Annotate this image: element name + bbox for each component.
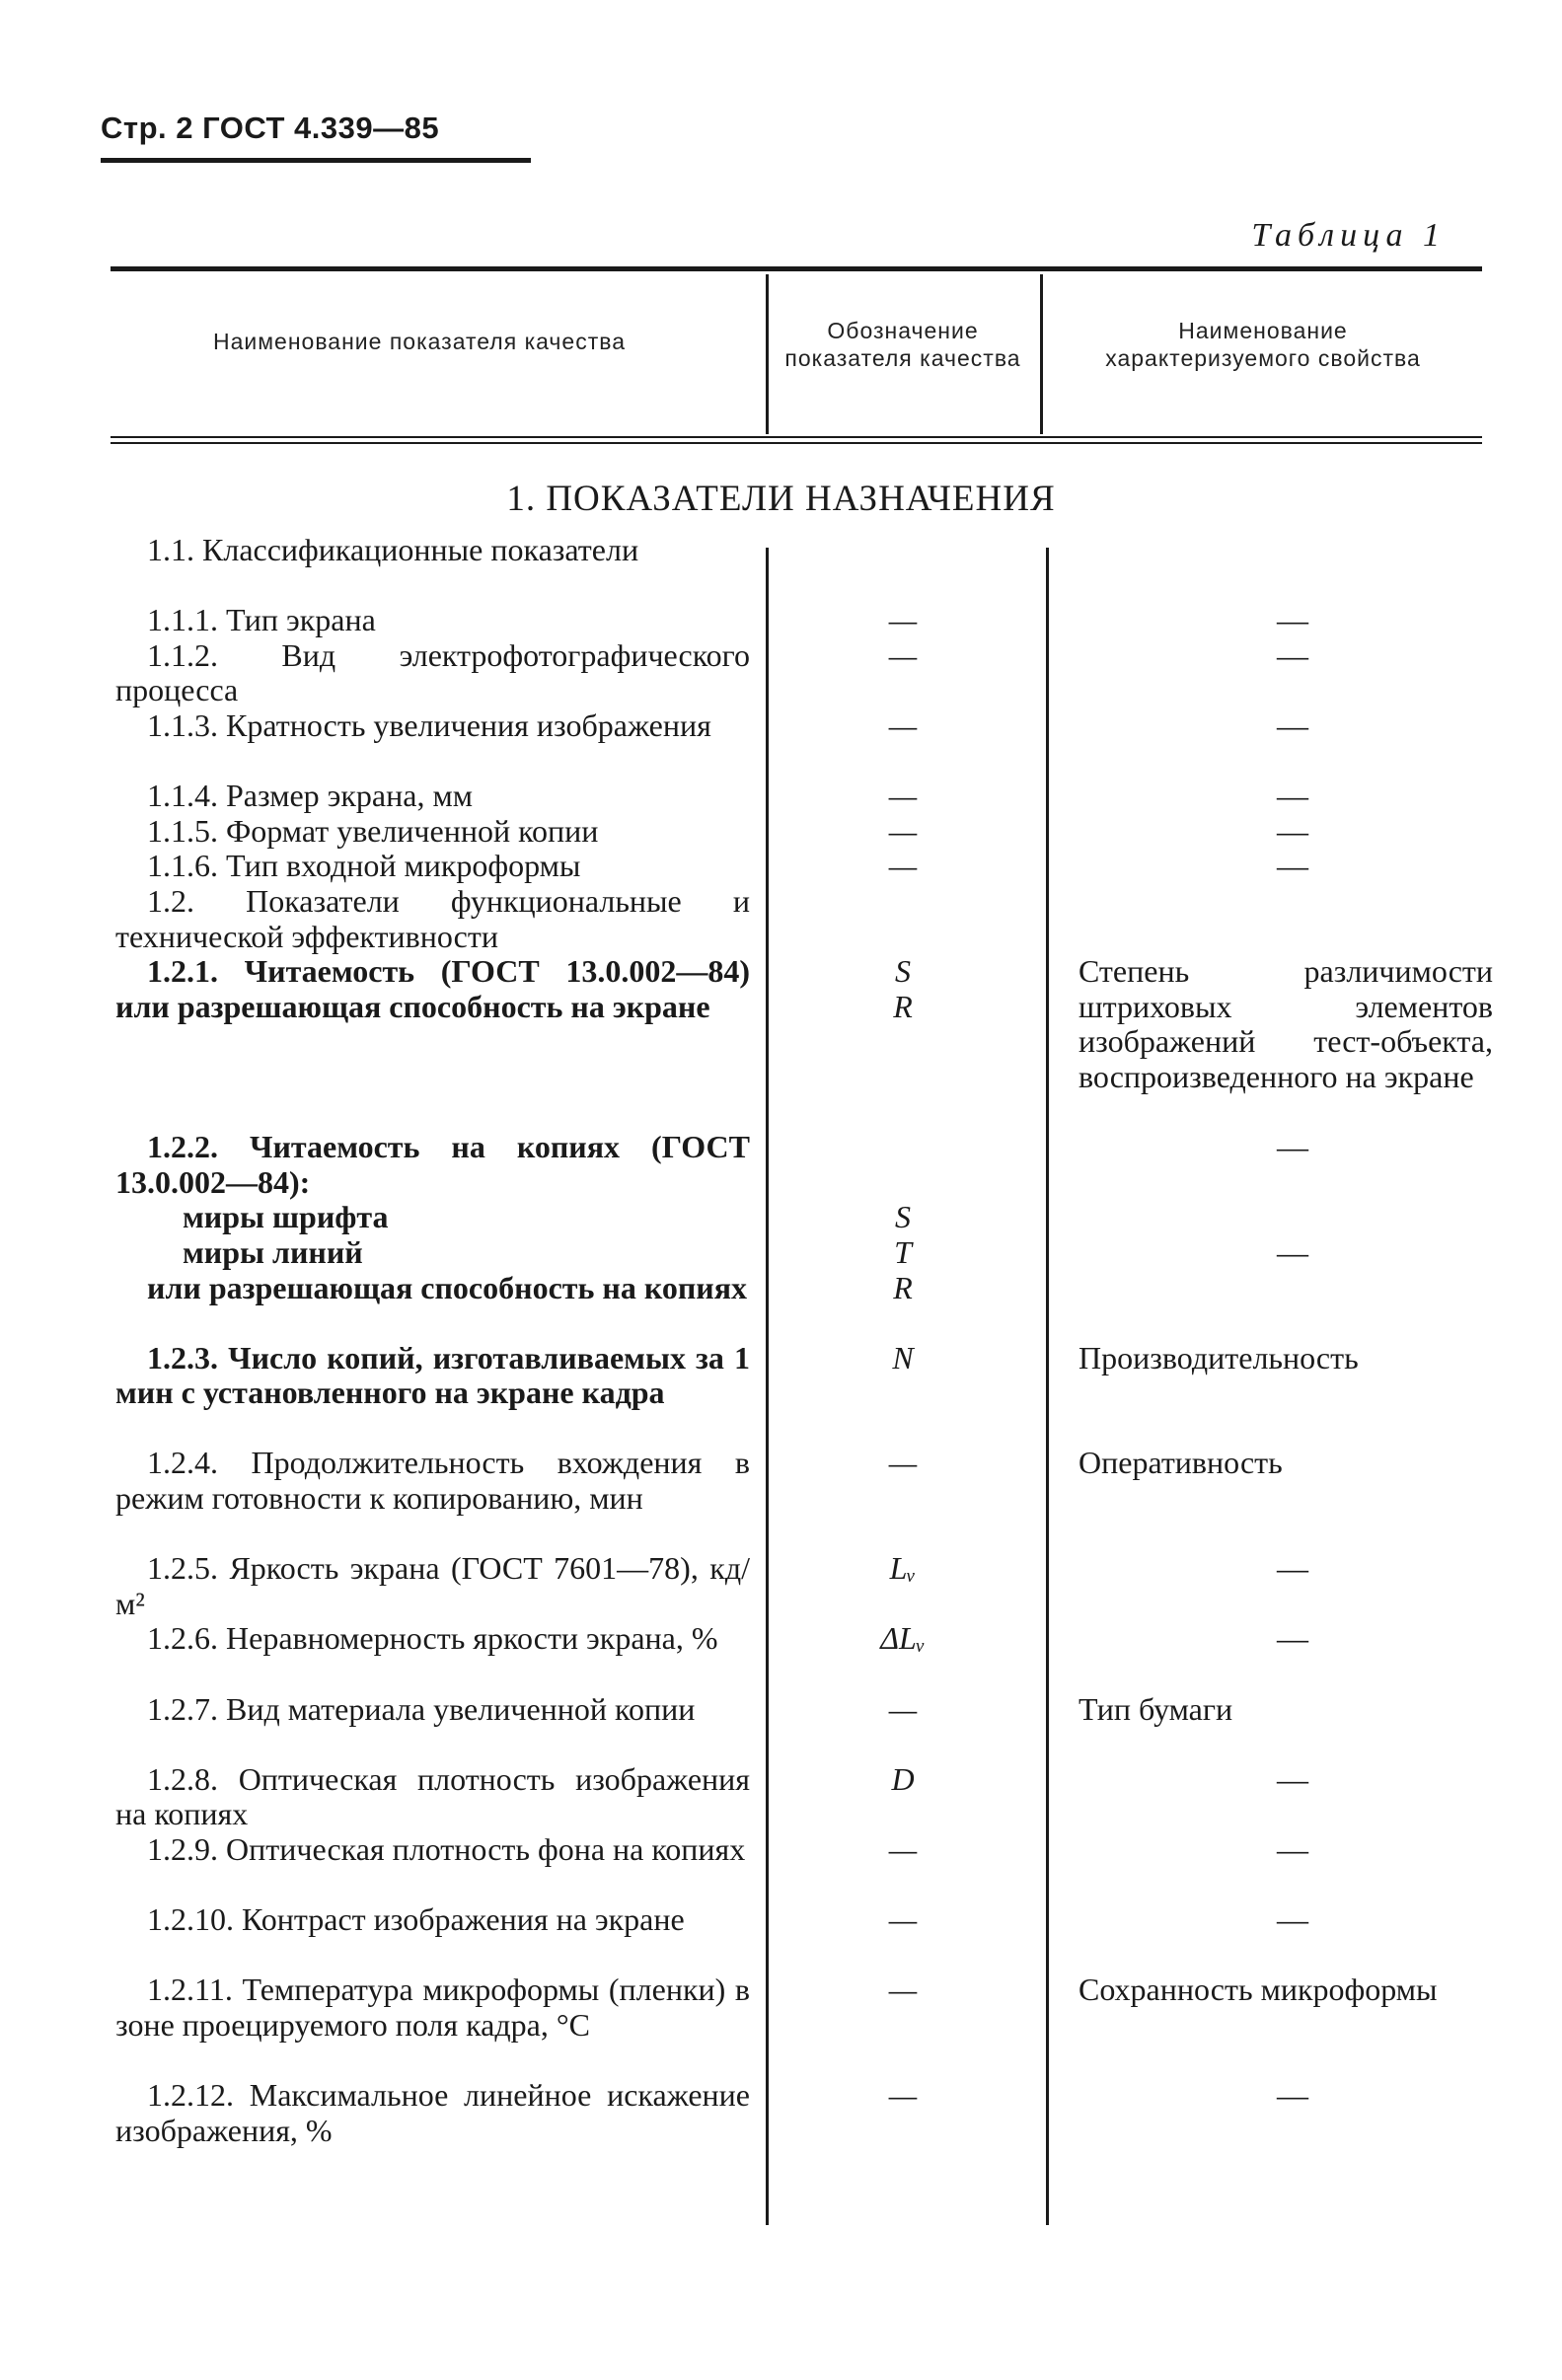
table-row	[0, 1902, 1562, 1972]
characterized-property: —	[1277, 1550, 1308, 1587]
indicator-name: 1.2. Показатели функциональные и технической эффективности	[115, 882, 750, 954]
indicator-designation: D	[891, 1760, 915, 1797]
table-row	[0, 1551, 1562, 1621]
table-row	[0, 638, 1562, 708]
section-title: 1. ПОКАЗАТЕЛИ НАЗНАЧЕНИЯ	[506, 479, 1056, 519]
characterized-property: —	[1277, 2077, 1308, 2114]
indicator-name: 1.1.1. Тип экрана	[147, 602, 376, 638]
column-header-property: Наименование характеризуемого свойства	[1105, 318, 1421, 371]
table-row	[0, 1692, 1562, 1762]
indicator-name: 1.1.2. Вид электрофотографического процесса	[115, 636, 750, 708]
indicator-designation: —	[888, 1971, 918, 2008]
header-divider-2	[1040, 274, 1043, 434]
characterized-property: —	[1277, 707, 1308, 743]
characterized-property: —	[1277, 1129, 1308, 1165]
table-row	[0, 1621, 1562, 1691]
table-row	[0, 533, 1562, 603]
header-bottom-rule	[111, 436, 1482, 438]
table-row	[0, 2078, 1562, 2148]
column-header-designation: Обозначение показателя качества	[784, 318, 1021, 371]
indicator-name: 1.2.11. Температура микроформы (пленки) в зоне проецируемого поля кадра, °С	[115, 1971, 750, 2043]
header-rule	[101, 158, 531, 163]
indicator-designation: —	[888, 1901, 918, 1938]
indicator-name: 1.2.6. Неравномерность яркости экрана, %	[147, 1620, 718, 1657]
indicator-name: 1.2.8. Оптическая плотность изображения на копиях	[115, 1760, 750, 1832]
characterized-property: —	[1277, 1233, 1308, 1270]
indicator-designation: —	[888, 848, 918, 884]
table-row	[0, 779, 1562, 814]
indicator-name: 1.1.3. Кратность увеличения изображения	[147, 707, 711, 743]
characterized-property: —	[1277, 778, 1308, 814]
table-body	[0, 533, 1562, 2148]
indicator-name: 1.1.6. Тип входной микроформы	[147, 848, 581, 884]
characterized-property: —	[1277, 602, 1308, 638]
table-row	[0, 1271, 1562, 1341]
indicator-designation: —	[888, 778, 918, 814]
characterized-property: Тип бумаги	[1079, 1690, 1233, 1727]
indicator-name: 1.2.7. Вид материала увеличенной копии	[147, 1690, 696, 1727]
indicator-name: 1.1.5. Формат увеличенной копии	[147, 812, 599, 849]
table-row	[0, 1341, 1562, 1447]
indicator-designation: —	[888, 1690, 918, 1727]
page-header: Стр. 2 ГОСТ 4.339—85	[101, 111, 440, 145]
table-row	[0, 1832, 1562, 1902]
table-row	[0, 1762, 1562, 1832]
indicator-name: миры линий	[183, 1233, 363, 1270]
indicator-designation: Lᵥ	[889, 1550, 917, 1587]
table-row	[0, 814, 1562, 850]
characterized-property: Оперативность	[1079, 1445, 1283, 1481]
table-row	[0, 884, 1562, 954]
indicator-designation: S R	[893, 953, 913, 1024]
indicator-designation: T	[894, 1233, 912, 1270]
indicator-name: или разрешающая способность на копиях	[147, 1269, 748, 1305]
indicator-designation: R	[893, 1269, 913, 1305]
indicator-designation: —	[888, 812, 918, 849]
table-row	[0, 849, 1562, 884]
table-row	[0, 1235, 1562, 1271]
table-label: Таблица 1	[1251, 217, 1446, 254]
indicator-name: 1.1.4. Размер экрана, мм	[147, 778, 473, 814]
characterized-property: —	[1277, 848, 1308, 884]
characterized-property: —	[1277, 636, 1308, 673]
characterized-property: Степень различимости штриховых элементов изображений тест-объекта, воспроизведенного на экране	[1079, 953, 1493, 1094]
characterized-property: —	[1277, 1831, 1308, 1868]
characterized-property: Производительность	[1079, 1339, 1359, 1376]
characterized-property: Сохранность микроформы	[1079, 1971, 1438, 2008]
characterized-property: —	[1277, 812, 1308, 849]
indicator-name: 1.2.4. Продолжительность вхождения в режим готовности к копированию, мин	[115, 1445, 750, 1517]
indicator-name: 1.2.2. Читаемость на копиях (ГОСТ 13.0.002—84):	[115, 1129, 750, 1200]
indicator-name: миры шрифта	[183, 1199, 389, 1235]
header-divider-1	[766, 274, 769, 434]
indicator-name: 1.1. Классификационные показатели	[147, 532, 639, 567]
table-row	[0, 603, 1562, 638]
indicator-name: 1.2.3. Число копий, изготавливаемых за 1 мин с установленного на экране кадра	[115, 1339, 750, 1411]
header-bottom-rule-2	[111, 442, 1482, 444]
indicator-name: 1.2.12. Максимальное линейное искажение изображения, %	[115, 2077, 750, 2148]
indicator-designation: —	[888, 707, 918, 743]
indicator-designation: —	[888, 1831, 918, 1868]
indicator-designation: ΔLᵥ	[880, 1620, 926, 1657]
indicator-designation: —	[888, 636, 918, 673]
indicator-name: 1.2.5. Яркость экрана (ГОСТ 7601—78), кд/м²	[115, 1550, 750, 1621]
column-header-name: Наименование показателя качества	[213, 329, 626, 354]
table-row	[0, 954, 1562, 1130]
indicator-designation: N	[892, 1339, 914, 1376]
characterized-property: —	[1277, 1620, 1308, 1657]
table-row	[0, 708, 1562, 779]
table-top-rule	[111, 266, 1482, 271]
indicator-designation: —	[888, 1445, 918, 1481]
table-row	[0, 1446, 1562, 1551]
characterized-property: —	[1277, 1760, 1308, 1797]
table-row	[0, 1200, 1562, 1235]
indicator-name: 1.2.1. Читаемость (ГОСТ 13.0.002—84) или разрешающая способность на экране	[115, 953, 750, 1024]
indicator-designation: —	[888, 2077, 918, 2114]
table-row	[0, 1130, 1562, 1200]
table-row	[0, 1972, 1562, 2078]
indicator-name: 1.2.10. Контраст изображения на экране	[147, 1901, 685, 1938]
characterized-property: —	[1277, 1901, 1308, 1938]
indicator-designation: —	[888, 602, 918, 638]
indicator-designation: S	[895, 1199, 911, 1235]
indicator-name: 1.2.9. Оптическая плотность фона на копиях	[147, 1831, 746, 1868]
